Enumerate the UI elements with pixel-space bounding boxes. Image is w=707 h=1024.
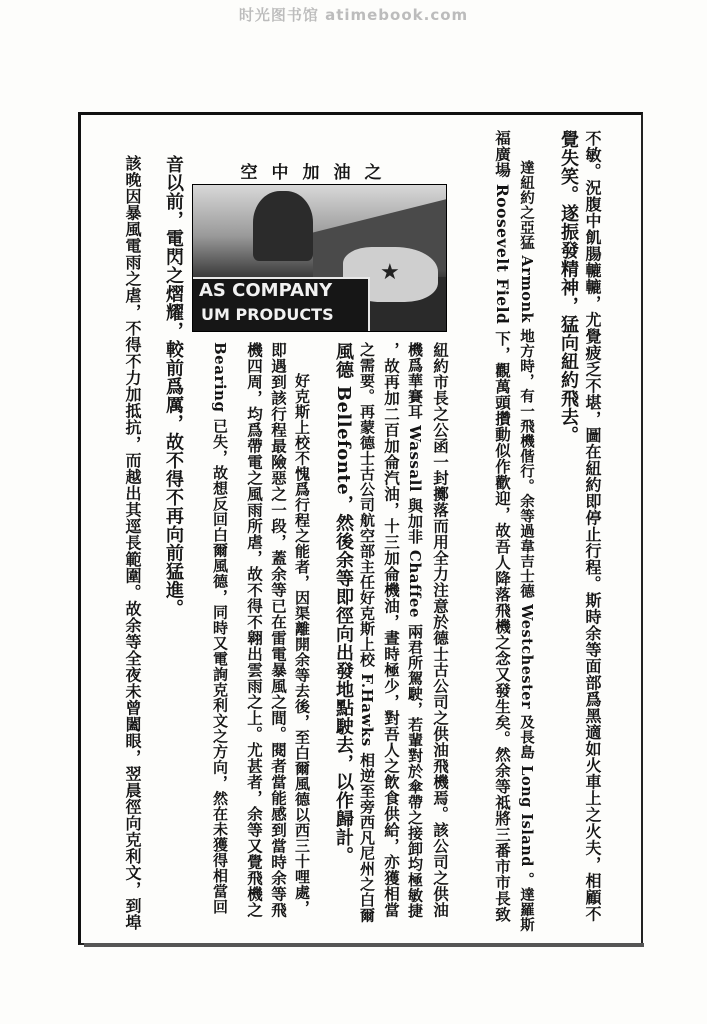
text-column-1: 不敏。況腹中飢腸轆轆，尤覺疲乏不堪，圖在紐約即停止行程。斯時余等面部爲黑適如火車上之火夫，相顧不 xyxy=(583,130,602,922)
text-column-5: 紐約市長之公函一封擲落而用全力注意於德士古公司之供油飛機焉。該公司之供油 xyxy=(431,342,450,918)
text-column-3: 達紐約之亞猛 Armonk 地方時，有一飛機偕行。余等過韋吉士德 Westchester 及長島 Long Island 。達羅斯 xyxy=(518,130,535,933)
photo-person xyxy=(253,191,313,261)
text-column-10: 好克斯上校不愧爲行程之能者，因渠離開余等去後，至白爾風德以西三十哩處， xyxy=(293,342,311,916)
text-column-15: 該晚因暴風電雨之虐，不得不力加抵抗，而越出其逕長範圍。故余等全夜未曾闔眼，翌晨徑向克利文，到埠 xyxy=(123,155,142,931)
text-column-6: 機爲華賽耳 Wassall 與加非 Chaffee 兩君所駕駛，若輩對於傘帶之接卸均極敏捷 xyxy=(406,342,424,919)
photo-banner-line1: AS COMPANY xyxy=(199,280,333,301)
text-column-14: 音以前，電閃之熠耀，較前爲厲，故不得不再向前猛進。 xyxy=(163,155,184,618)
text-column-2: 覺失笑。遂振發精神，猛向紐約飛去。 xyxy=(558,130,579,445)
text-column-9: 風德 Bellefonte，然後余等即徑向出發地點駛去，以作歸計。 xyxy=(333,342,354,866)
text-column-4: 福廣場 Roosevelt Field 下，觀萬頭攢動似作歡迎，故吾人降落飛機之念又發生矣。然余等祗將三番市市長致 xyxy=(493,130,512,923)
text-column-8: 之需要。再蒙德士古公司航空部主任好克斯上校 F.Hawks 相逆至旁西凡尼州之白爾 xyxy=(358,342,376,923)
text-column-12: 機四周，均爲帶電之風雨所虐，故不得不翱出雲雨之上。尤甚者，余等又覺飛機之 xyxy=(245,342,264,918)
text-column-7: ，故再加二百加侖汽油，十三加侖機油，晝時極少，對吾人之飲食供給，亦獲相當 xyxy=(382,342,401,918)
photo xyxy=(192,184,447,332)
frame-shadow xyxy=(84,943,644,947)
photo-banner-line2: UM PRODUCTS xyxy=(201,305,334,324)
photo-caption: 空中加油之 xyxy=(240,163,396,183)
site-header: 时光图书馆 atimebook.com xyxy=(238,6,469,24)
text-column-11: 即遇到該行程最險惡之一段，蓋余等已在雷電暴風之間。閱者當能感到當時余等飛 xyxy=(269,342,288,918)
star-icon: ★ xyxy=(380,260,400,285)
text-column-13: Bearing 已失，故想反回白爾風德，同時又電詢克利文之方向，然在未獲得相當回 xyxy=(211,342,229,915)
